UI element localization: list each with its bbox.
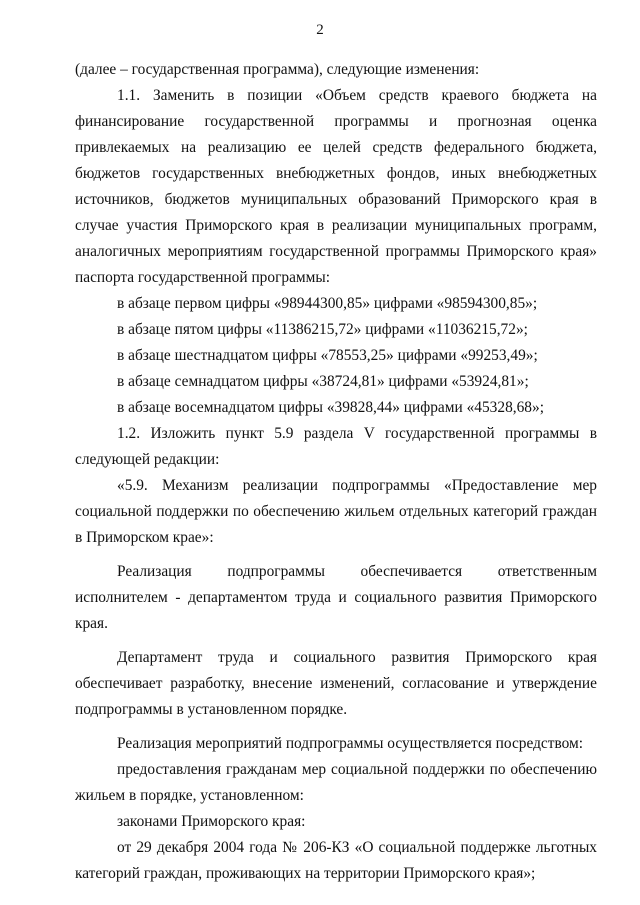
paragraph-section-5-9: «5.9. Механизм реализации подпрограммы «Предоставление мер социальной поддержки по обеспечению жильем отдельных категорий граждан в Приморском крае»:	[75, 477, 597, 546]
paragraph-item-1-2: 1.2. Изложить пункт 5.9 раздела V государственной программы в следующей редакции:	[75, 425, 597, 468]
paragraph-amendment-5: в абзаце восемнадцатом цифры «39828,44» цифрами «45328,68»;	[117, 399, 544, 416]
paragraph-continuation: (далее – государственная программа), следующие изменения:	[75, 61, 480, 78]
page-number: 2	[316, 22, 324, 38]
paragraph-amendment-2: в абзаце пятом цифры «11386215,72» цифрами «11036215,72»;	[117, 321, 528, 338]
paragraph-laws-heading: законами Приморского края:	[117, 813, 306, 830]
paragraph-department-duties: Департамент труда и социального развития Приморского края обеспечивает разработку, внесение изменений, согласование и утверждение подпрограммы в установленном порядке.	[75, 649, 597, 718]
paragraph-implementation: Реализация мероприятий подпрограммы осуществляется посредством:	[117, 735, 584, 752]
paragraph-law-206-kz: от 29 декабря 2004 года № 206-КЗ «О социальной поддержке льготных категорий граждан, проживающих на территории Приморского края»;	[75, 839, 597, 882]
paragraph-amendment-1: в абзаце первом цифры «98944300,85» цифрами «98594300,85»;	[117, 295, 538, 312]
paragraph-support-measures: предоставления гражданам мер социальной поддержки по обеспечению жильем в порядке, установленном:	[75, 761, 597, 804]
paragraph-amendment-4: в абзаце семнадцатом цифры «38724,81» цифрами «53924,81»;	[117, 373, 529, 390]
paragraph-responsible-executor: Реализация подпрограммы обеспечивается ответственным исполнителем - департаментом труда и социального развития Приморского края.	[75, 563, 597, 632]
paragraph-amendment-3: в абзаце шестнадцатом цифры «78553,25» цифрами «99253,49»;	[117, 347, 538, 364]
document-body	[75, 57, 597, 887]
paragraph-item-1-1: 1.1. Заменить в позиции «Объем средств краевого бюджета на финансирование государственной программы и прогнозная оценка привлекаемых на реализацию ее целей средств федерального бюджета, бюджетов государственных внебюджетных фондов, иных внебюджетных источников, бюджетов муниципальных образований Приморского края в случае участия Приморского края в реализации муниципальных программ, аналогичных мероприятиям государственной программы Приморского края» паспорта государственной программы:	[75, 87, 597, 286]
